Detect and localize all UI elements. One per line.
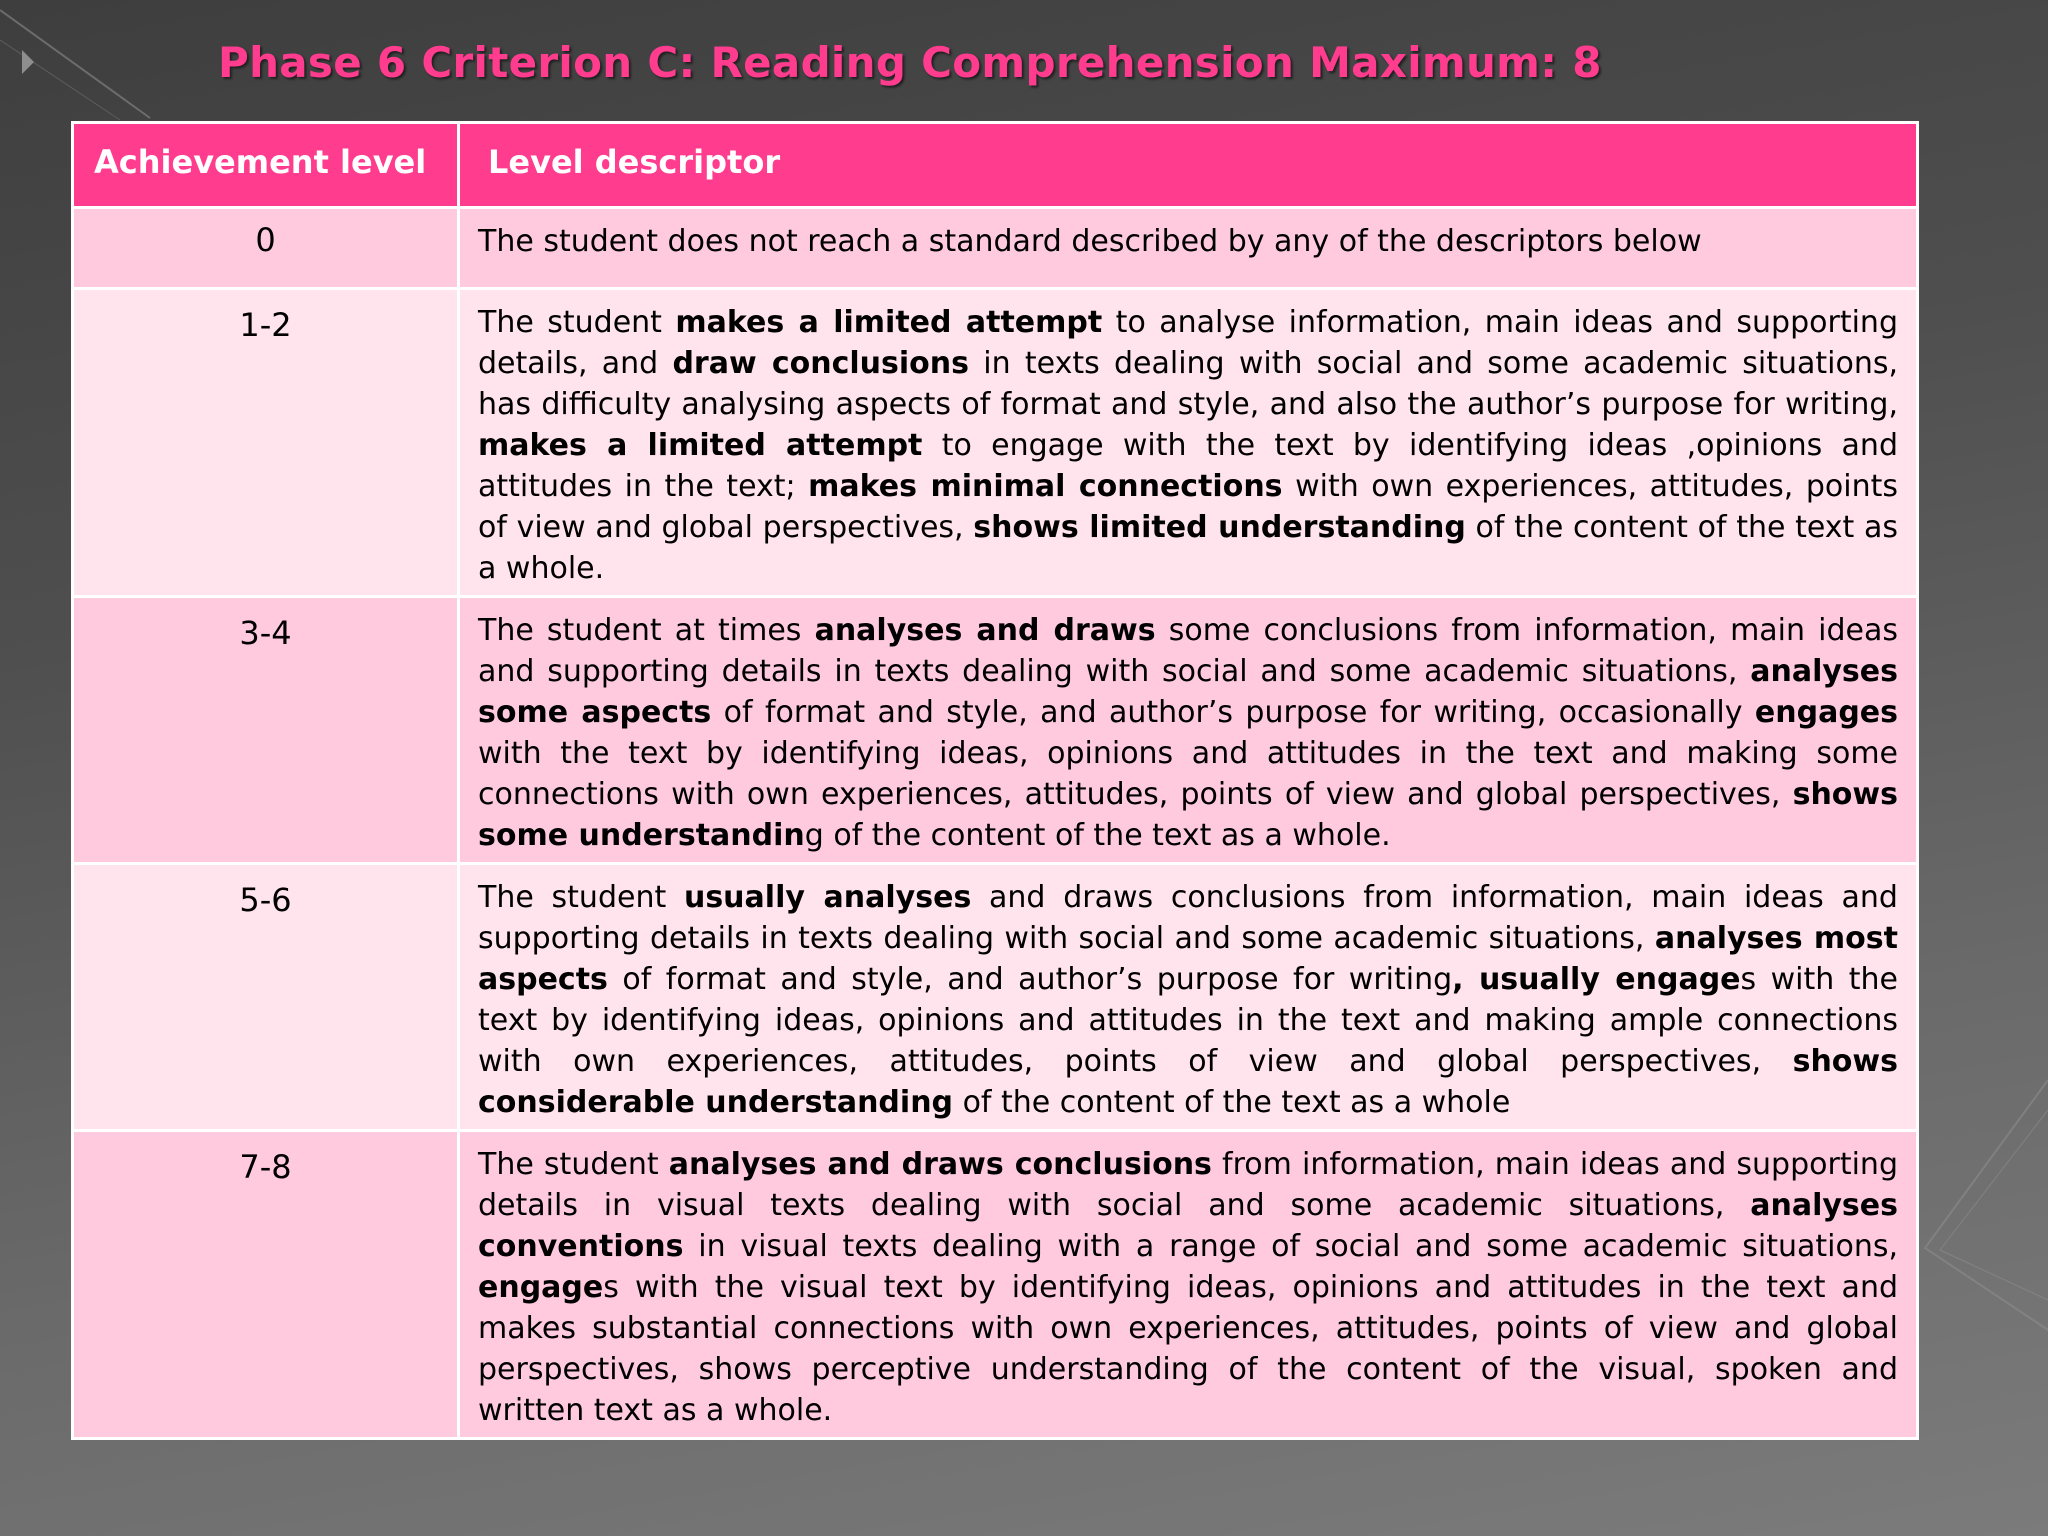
header-level-descriptor: Level descriptor xyxy=(459,123,1918,208)
level-descriptor-cell xyxy=(459,208,1918,289)
descriptor-text: to analyse information, main ideas and supporting details, and xyxy=(478,305,1898,381)
descriptor-text: The student xyxy=(478,880,684,915)
descriptor-text: of the content of the text as a whole. xyxy=(478,510,1899,586)
descriptor-text: some conclusions from information, main ideas and supporting details in texts dealing with social and some academic situations, xyxy=(478,613,1899,689)
descriptor-bold-text: analyses most aspects xyxy=(478,921,1898,997)
descriptor-bold-text: makes a limited attempt xyxy=(675,305,1103,340)
descriptor-text: with the text by identifying ideas, opinions and attitudes in the text and making some connections with own experiences, attitudes, points of view and global perspectives, xyxy=(478,736,1898,812)
descriptor-bold-text: analyses and draws conclusions xyxy=(668,1147,1212,1182)
table-row xyxy=(73,208,1918,289)
descriptor-text: g of the content of the text as a whole. xyxy=(804,818,1391,853)
descriptor-bold-text: engage xyxy=(478,1270,604,1305)
descriptor-bold-text: analyses some aspects xyxy=(478,654,1898,730)
descriptor-bold-text: makes a limited attempt xyxy=(478,428,923,463)
achievement-level-cell: 7-8 xyxy=(73,1131,459,1439)
level-descriptor-cell xyxy=(459,597,1918,864)
slide-title: Phase 6 Criterion C: Reading Comprehension Maximum: 8 xyxy=(218,38,1602,87)
descriptor-text: and draws conclusions from information, main ideas and supporting details in texts dealing with social and some academic situations, xyxy=(478,880,1898,956)
level-descriptor-cell xyxy=(459,864,1918,1131)
descriptor-bold-text: draw conclusions xyxy=(672,346,969,381)
level-descriptor-cell xyxy=(459,289,1918,597)
descriptor-text: The student xyxy=(478,305,676,340)
descriptor-bold-text: analyses conventions xyxy=(478,1188,1898,1264)
table-header-row xyxy=(73,123,1918,208)
table-row xyxy=(73,1131,1918,1439)
descriptor-text: The student xyxy=(478,1147,669,1182)
achievement-level-cell: 0 xyxy=(73,208,459,289)
descriptor-text: of the content of the text as a whole xyxy=(953,1085,1511,1120)
table-row xyxy=(73,864,1918,1131)
achievement-level-cell: 3-4 xyxy=(73,597,459,864)
descriptor-bold-text: , usually engage xyxy=(1452,962,1741,997)
rubric-body xyxy=(73,208,1918,1439)
descriptor-text: of format and style, and author’s purpose for writing, occasionally xyxy=(711,695,1755,730)
descriptor-bold-text: analyses and draws xyxy=(814,613,1156,648)
bullet-arrow-icon xyxy=(22,50,34,74)
descriptor-text: s with the visual text by identifying ideas, opinions and attitudes in the text and makes substantial connections with own experiences, attitudes, points of view and global perspectives, shows perceptive understanding of the content of the visual, spoken and written text as a whole. xyxy=(478,1270,1898,1428)
descriptor-text: s with the text by identifying ideas, opinions and attitudes in the text and making ample connections with own experiences, attitudes, points of view and global perspectives, xyxy=(478,962,1899,1079)
descriptor-text: with own experiences, attitudes, points of view and global perspectives, xyxy=(478,469,1898,545)
descriptor-bold-text: makes minimal connections xyxy=(808,469,1283,504)
descriptor-text: The student does not reach a standard described by any of the descriptors below xyxy=(478,224,1702,259)
descriptor-text: from information, main ideas and supporting details in visual texts dealing with social and some academic situations, xyxy=(478,1147,1898,1223)
table-row xyxy=(73,289,1918,597)
level-descriptor-cell xyxy=(459,1131,1918,1439)
descriptor-bold-text: shows limited understanding xyxy=(973,510,1466,545)
achievement-level-cell: 5-6 xyxy=(73,864,459,1131)
header-achievement-level: Achievement level xyxy=(73,123,459,208)
descriptor-text: in texts dealing with social and some academic situations, has difficulty analysing aspects of format and style, and also the author’s purpose for writing, xyxy=(478,346,1899,422)
descriptor-bold-text: shows some understandin xyxy=(478,777,1898,853)
descriptor-bold-text: usually analyses xyxy=(683,880,972,915)
descriptor-text: of format and style, and author’s purpose for writing xyxy=(607,962,1453,997)
descriptor-bold-text: engages xyxy=(1754,695,1898,730)
descriptor-bold-text: shows considerable understanding xyxy=(478,1044,1898,1120)
rubric-table xyxy=(71,121,1919,1440)
table-row xyxy=(73,597,1918,864)
achievement-level-cell: 1-2 xyxy=(73,289,459,597)
descriptor-text: to engage with the text by identifying ideas ,opinions and attitudes in the text; xyxy=(478,428,1898,504)
descriptor-text: The student at times xyxy=(478,613,815,648)
descriptor-text: in visual texts dealing with a range of social and some academic situations, xyxy=(683,1229,1898,1264)
